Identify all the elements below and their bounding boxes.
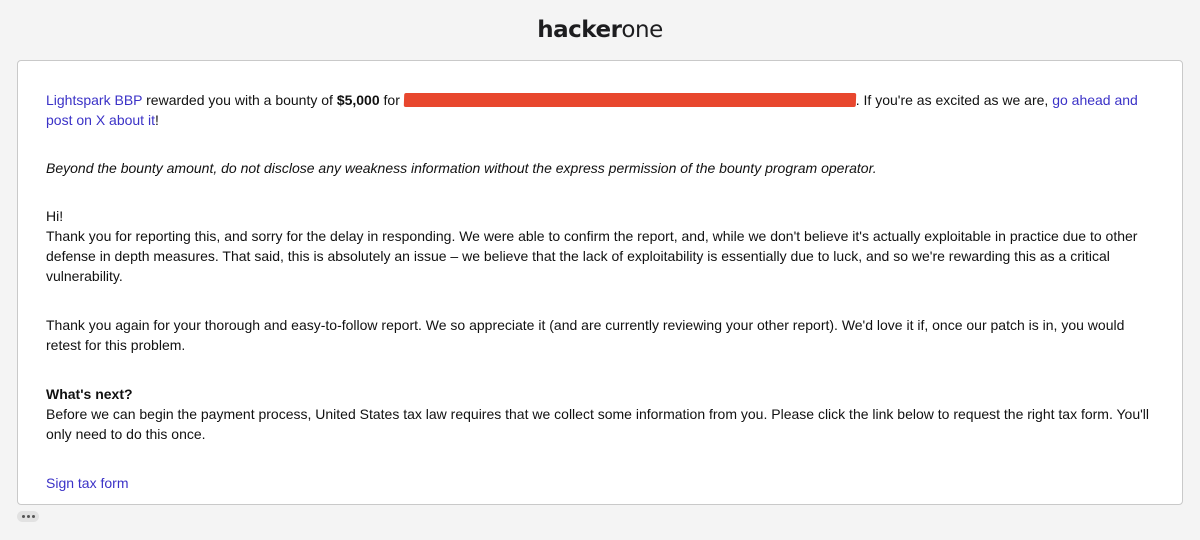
message-paragraph-1 <box>46 206 1154 286</box>
ellipsis-dot <box>32 515 35 518</box>
email-header <box>0 0 1200 60</box>
bounty-announcement <box>46 90 1154 130</box>
program-link[interactable]: Lightspark BBP <box>46 92 143 108</box>
bounty-text-a: rewarded you with a bounty of <box>142 92 337 108</box>
post-on-x-link[interactable]: go ahead and post on X about it <box>46 92 1138 128</box>
logo-part-one: one <box>621 17 663 43</box>
bounty-text-b: for <box>379 92 404 108</box>
tax-link-paragraph <box>46 473 1154 493</box>
bounty-amount: $5,000 <box>336 92 380 108</box>
ellipsis-icon[interactable] <box>17 511 39 522</box>
sign-tax-form-link[interactable]: Sign tax form <box>46 475 129 491</box>
whats-next-heading: What's next? <box>46 386 133 402</box>
email-body-card <box>17 60 1183 505</box>
whats-next-body: Before we can begin the payment process, United States tax law requires that we collect some information from you. Please click the link below to request the right tax form. You'll only need to do this once. <box>46 406 1150 442</box>
disclosure-notice: Beyond the bounty amount, do not disclose any weakness information without the express permission of the bounty program operator. <box>46 160 877 176</box>
greeting: Hi! <box>46 208 64 224</box>
ellipsis-dot <box>27 515 30 518</box>
bounty-text-c: . If you're as excited as we are, <box>855 92 1053 108</box>
message-body-1: Thank you for reporting this, and sorry for the delay in responding. We were able to confirm the report, and, while we don't believe it's actually exploitable in practice due to other defense in depth measures. That said, this is absolutely an issue – we believe that the lack of exploitability is essentially due to luck, and so we're rewarding this as a critical vulnerability. <box>46 228 1138 284</box>
logo-part-hacker: hacker <box>537 17 622 43</box>
redacted-report-title <box>404 93 856 107</box>
bounty-text-d: ! <box>154 112 159 128</box>
ellipsis-dot <box>22 515 25 518</box>
hackerone-logo <box>537 17 662 43</box>
message-paragraph-2: Thank you again for your thorough and easy-to-follow report. We so appreciate it (and are currently reviewing your other report). We'd love it if, once our patch is in, you would retest for this problem. <box>46 317 1125 353</box>
whats-next-section <box>46 384 1154 444</box>
